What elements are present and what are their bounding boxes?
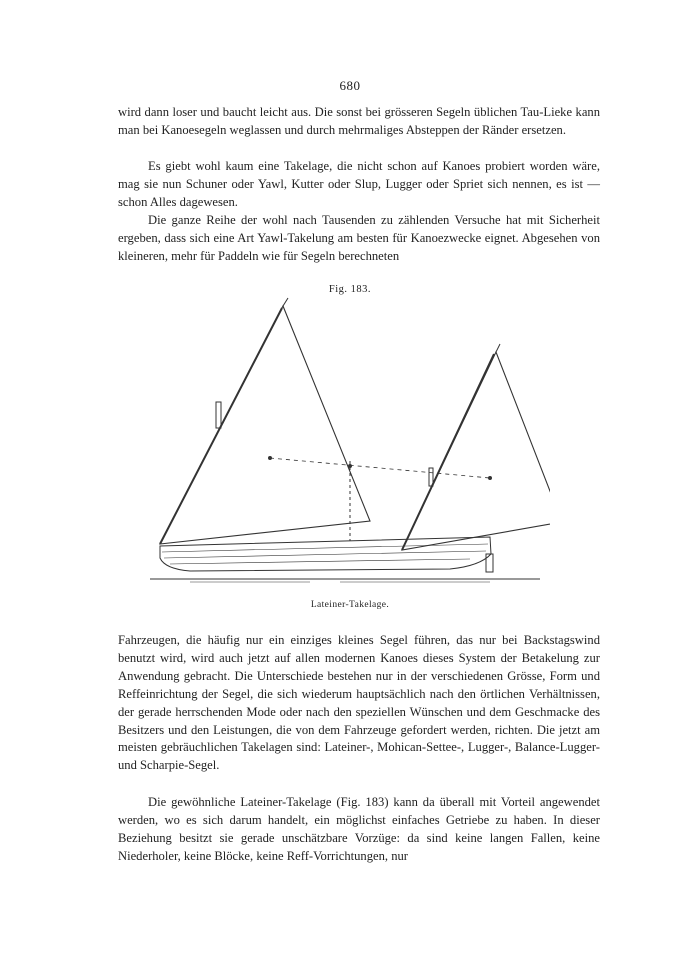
paragraph-2: Es giebt wohl kaum eine Takelage, die nicht schon auf Kanoes probiert worden wäre, mag sie nun Schuner oder Yawl, Kutter oder Slup, Lugger oder Spriet sich nennen, es ist — schon Alles dagewesen. xyxy=(118,159,600,209)
sailboat-drawing xyxy=(150,296,550,586)
paragraph-3: Die ganze Reihe der wohl nach Tausenden zu zählenden Versuche hat mit Sicherheit ergeben, dass sich eine Art Yawl-Takelung am besten für Kanoezwecke eignet. Abgesehen von kleineren, mehr für Paddeln wie für Segeln berechneten xyxy=(118,213,600,263)
hull xyxy=(160,537,491,571)
boom-line xyxy=(270,458,490,478)
figure-number: Fig. 183. xyxy=(328,284,372,295)
paragraph-5: Die gewöhnliche Lateiner-Takelage (Fig. 183) kann da überall mit Vorteil angewendet werden, wo es sich darum handelt, ein möglichst einfaches Getriebe zu haben. In dieser Beziehung besitzt sie gerade unschätzbare Vorzüge: da sind keine langen Fallen, keine Niederholer, keine Blöcke, keine Reff-Vorrichtungen, nur xyxy=(118,795,600,863)
main-mast-cleat xyxy=(216,402,221,428)
figure-caption: Lateiner-Takelage. xyxy=(310,600,390,610)
paragraph-1: wird dann loser und baucht leicht aus. Die sonst bei grösseren Segeln üblichen Tau-Lieke kann man bei Kanoesegeln weglassen und durch mehrmaliges Absteppen der Ränder ersetzen. xyxy=(118,105,600,137)
paragraph-4: Fahrzeugen, die häufig nur ein einziges kleines Segel führen, das nur bei Backstagswind benutzt wird, wird auch jetzt auf allen modernen Kanoes dieses System der Betakelung zur Anwendung gebracht. Die Unterschiede bestehen nur in der verschiedenen Grösse, Form und Reffeinrichtung der Segel, die sich wiederum hauptsächlich nach den örtlichen Verhältnissen, der gerade herrschenden Mode oder nach den speziellen Wünschen und dem Geschmacke des Besitzers und den Leistungen, die von dem Fahrzeuge gefordert werden, richten. Die jetzt am meisten gebräuchlichen Takelagen sind: Lateiner-, Mohican-Settee-, Lugger-, Balance-Lugger- und Scharpie-Segel. xyxy=(118,633,600,773)
mizzen-sail xyxy=(402,352,550,550)
page-number: 680 xyxy=(339,78,361,93)
rudder xyxy=(486,554,493,572)
figure-illustration xyxy=(150,296,550,586)
